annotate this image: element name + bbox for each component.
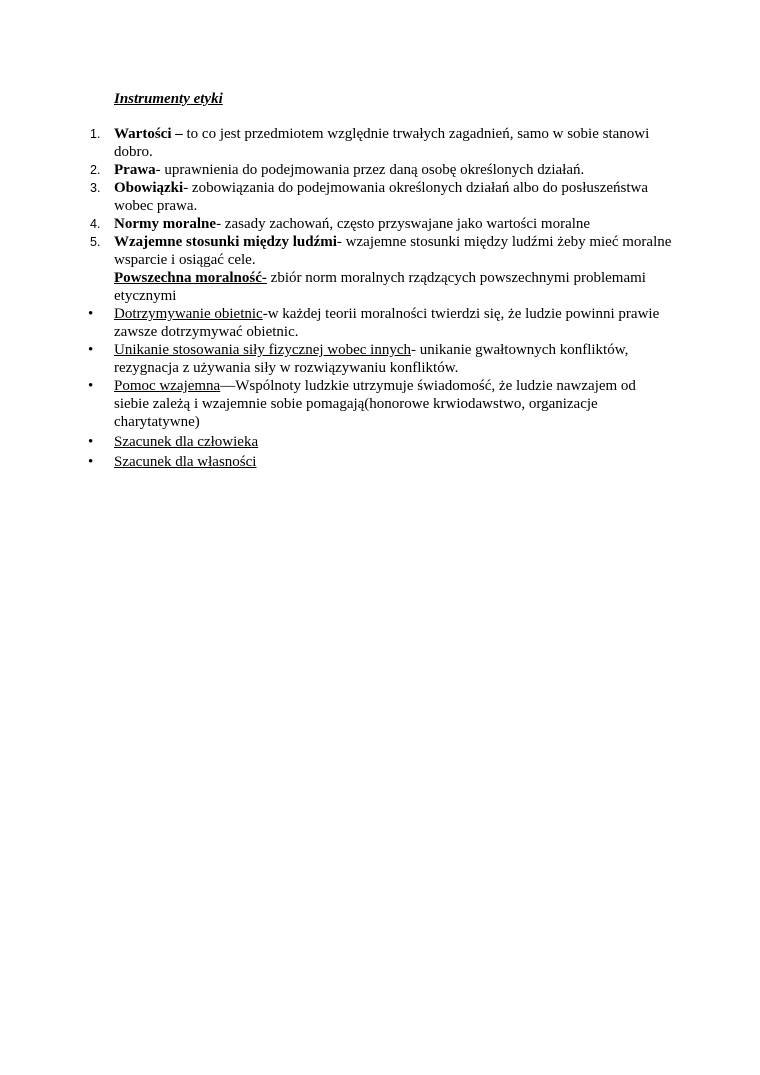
bullet-icon: • <box>88 434 94 450</box>
general-morality <box>0 269 760 305</box>
list-item <box>0 179 760 215</box>
definition: - wzajemne stosunki między ludźmi żeby mieć moralne wsparcie i osiągać cele. <box>114 234 672 268</box>
bullet-item <box>0 305 760 341</box>
term: Dotrzymywanie obietnic <box>114 306 263 322</box>
bullet-icon: • <box>88 454 94 470</box>
definition: - zasady zachowań, często przyswajane jako wartości moralne <box>216 216 591 232</box>
list-item <box>0 161 760 179</box>
definition: -w każdej teorii moralności twierdzi się, że ludzie powinni prawie zawsze dotrzymywać obietnic. <box>114 306 660 340</box>
term: Normy moralne <box>114 216 217 232</box>
list-item <box>0 233 760 269</box>
list-number: 5. <box>90 235 101 249</box>
definition: to co jest przedmiotem względnie trwałych zagadnień, samo w sobie stanowi dobro. <box>114 126 650 160</box>
bullet-item <box>0 377 760 431</box>
term: Wartości – <box>114 126 183 142</box>
bullet-item <box>0 433 760 451</box>
list-number: 4. <box>90 217 101 231</box>
list-number: 2. <box>90 163 101 177</box>
list-item <box>0 125 760 161</box>
list-number: 3. <box>90 181 101 195</box>
bullet-item <box>0 341 760 377</box>
bullet-icon: • <box>88 342 94 358</box>
list-item <box>0 215 760 233</box>
document-title: Instrumenty etyki <box>114 91 223 107</box>
term: Prawa <box>114 162 156 178</box>
term: Pomoc wzajemna <box>114 378 221 394</box>
definition: zbiór norm moralnych rządzących powszechnymi problemami etycznymi <box>114 270 646 304</box>
term: Szacunek dla własności <box>114 454 257 470</box>
definition: - unikanie gwałtownych konfliktów, rezygnacja z używania siły w rozwiązywaniu konfliktów. <box>114 342 629 376</box>
definition: - zobowiązania do podejmowania określonych działań albo do posłuszeństwa wobec prawa. <box>114 180 649 214</box>
list-number: 1. <box>90 127 101 141</box>
term: Obowiązki <box>114 180 184 196</box>
bullet-item <box>0 453 760 471</box>
term: Unikanie stosowania siły fizycznej wobec innych <box>114 342 411 358</box>
term: Wzajemne stosunki między ludźmi <box>114 234 337 250</box>
term: Szacunek dla człowieka <box>114 434 259 450</box>
bullet-icon: • <box>88 378 94 394</box>
definition: —Wspólnoty ludzkie utrzymuje świadomość, że ludzie nawzajem od siebie zależą i wzajemnie sobie pomagają(honorowe krwiodawstwo, organizacje charytatywne) <box>114 378 636 430</box>
bullet-icon: • <box>88 306 94 322</box>
definition: - uprawnienia do podejmowania przez daną osobę określonych działań. <box>155 162 585 178</box>
term: Powszechna moralność- <box>114 270 267 286</box>
ethics-list <box>0 125 760 471</box>
